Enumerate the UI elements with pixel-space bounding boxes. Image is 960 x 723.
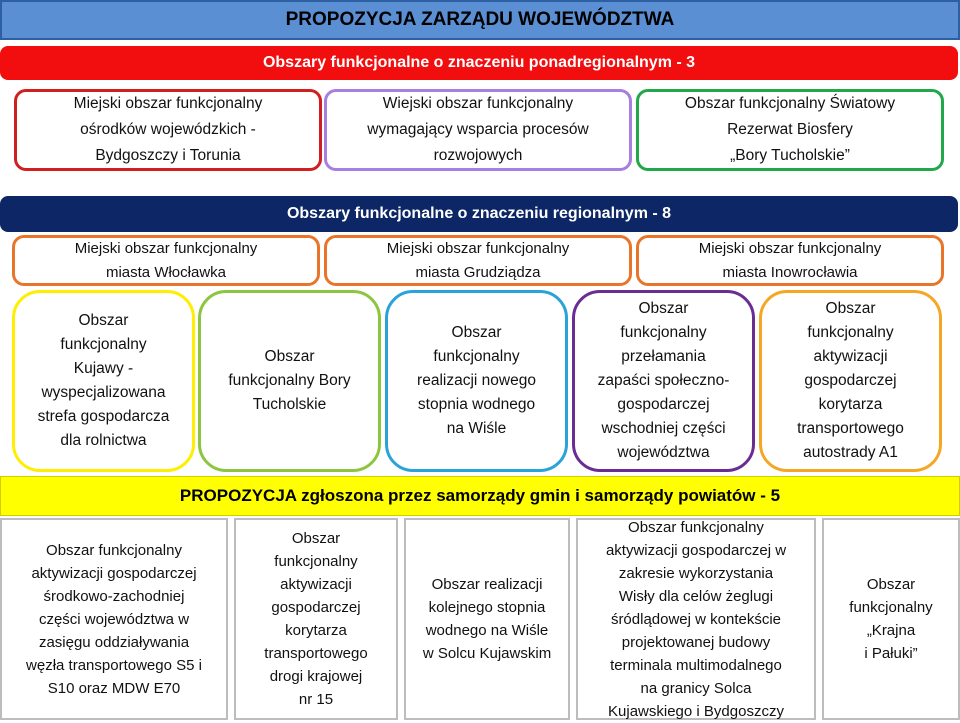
municipal-box-vistula-terminal: Obszar funkcjonalny aktywizacji gospodarczej w zakresie wykorzystania Wisły dla celów żeglugi śródlądowej w kontekście projektowanej budowy terminala multimodalnego na granicy Solca Kujawskiego i Bydgoszczy [576,518,816,720]
municipal-box-krajna-paluki: Obszar funkcjonalny „Krajna i Pałuki” [822,518,960,720]
area-card-a1-corridor: Obszar funkcjonalny aktywizacji gospodarczej korytarza transportowego autostrady A1 [759,290,942,472]
municipal-box-s5-s10: Obszar funkcjonalny aktywizacji gospodarczej środkowo-zachodniej części województwa w zasięgu oddziaływania węzła transportowego S5 i S10 oraz MDW E70 [0,518,228,720]
municipal-box-solec-water-stage: Obszar realizacji kolejnego stopnia wodnego na Wiśle w Solcu Kujawskim [404,518,570,720]
area-card-bory-tucholskie: Obszar funkcjonalny Bory Tucholskie [198,290,381,472]
supraregional-box-rural: Wiejski obszar funkcjonalny wymagający wsparcia procesów rozwojowych [324,89,632,171]
supraregional-header: Obszary funkcjonalne o znaczeniu ponadregionalnym - 3 [0,46,958,80]
supraregional-box-bydgoszcz-torun: Miejski obszar funkcjonalny ośrodków wojewódzkich - Bydgoszczy i Torunia [14,89,322,171]
page-title: PROPOZYCJA ZARZĄDU WOJEWÓDZTWA [0,0,960,40]
regional-header: Obszary funkcjonalne o znaczeniu regionalnym - 8 [0,196,958,232]
supraregional-box-biosphere: Obszar funkcjonalny Światowy Rezerwat Biosfery „Bory Tucholskie” [636,89,944,171]
municipal-header: PROPOZYCJA zgłoszona przez samorządy gmin i samorządy powiatów - 5 [0,476,960,516]
city-box-grudziadz: Miejski obszar funkcjonalny miasta Grudziądza [324,235,632,286]
area-card-kujawy: Obszar funkcjonalny Kujawy - wyspecjalizowana strefa gospodarcza dla rolnictwa [12,290,195,472]
municipal-box-dk15: Obszar funkcjonalny aktywizacji gospodarczej korytarza transportowego drogi krajowej nr 15 [234,518,398,720]
area-card-eastern-part: Obszar funkcjonalny przełamania zapaści społeczno- gospodarczej wschodniej części województwa [572,290,755,472]
city-box-wloclawek: Miejski obszar funkcjonalny miasta Włocławka [12,235,320,286]
area-card-water-stage: Obszar funkcjonalny realizacji nowego stopnia wodnego na Wiśle [385,290,568,472]
city-box-inowroclaw: Miejski obszar funkcjonalny miasta Inowrocławia [636,235,944,286]
